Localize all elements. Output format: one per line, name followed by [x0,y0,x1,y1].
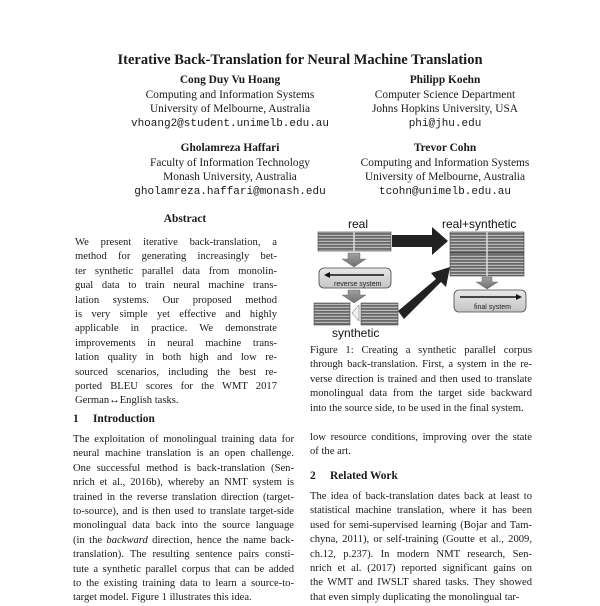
figure-1-diagram [312,215,552,340]
text-line: gual data to train neural machine trans- [75,280,277,292]
author-name: Trevor Cohn [413,142,477,154]
label-real-synthetic: real+synthetic [442,217,517,231]
text-line: method for generating increasingly bet- [75,251,277,263]
author-dept: Faculty of Information Technology [149,156,310,169]
author-email[interactable]: vhoang2@student.unimelb.edu.au [130,117,330,130]
text-line: monolingual data back into the source language [73,520,294,532]
text-line: nrich et al., 2016b), whereby an NMT system is [73,477,294,489]
text-line: ter synthetic parallel data from monolin- [75,265,277,277]
text-line: trained in the reverse translation direction (target- [73,491,294,503]
author-name: Philipp Koehn [409,74,481,86]
text-line: to the existing training data to learn a source-to- [73,578,294,590]
author-dept: Computing and Information Systems [360,156,530,169]
arrow-right-icon [392,227,448,255]
text-line: improvements in neural machine trans- [75,337,277,349]
text-line: the WMT and IWSLT shared tasks. They showed [310,577,532,589]
text-line: lation quality in both high and low re- [75,352,277,364]
text-line: The exploitation of monolingual training data for [73,434,294,445]
text-line: Figure 1: Creating a synthetic parallel corpus [310,345,532,356]
author-block [310,141,580,199]
text-line: The idea of back-translation dates back at least to [310,491,532,502]
text-line: tute a synthetic parallel corpus that can be added [73,563,294,575]
text-line: neural machine translation is an open challenge. [73,448,294,460]
arrow-down-icon [342,253,366,267]
diagram-svg [312,215,552,340]
arrow-diagonal-icon [398,267,450,319]
section-heading-introduction [73,413,155,425]
text-line: statistical machine translation, where it has been [310,505,532,517]
text-line: chyna, 2011), or self-training (Goutte et al., 2009, [310,534,532,546]
text-line: into the source side, to be used in the final system. [310,402,524,414]
text-line: sourced scenarios, including the best re- [75,366,277,378]
abstract-heading: Abstract [163,213,207,225]
section-number: 1 [73,413,79,425]
author-dept: Computing and Information Systems [145,88,315,101]
section-number: 2 [310,470,316,482]
label-synthetic: synthetic [332,326,380,340]
section-title: Introduction [93,413,155,425]
paper-title: Iterative Back-Translation for Neural Machine Translation [117,52,483,68]
section-title: Related Work [330,470,398,482]
text-line: low resource conditions, improving over the state [310,432,532,443]
label-real: real [348,217,369,231]
back-translate-arrow-icon [352,305,359,321]
figure-1-caption [310,344,532,416]
related-work-body [310,490,532,605]
introduction-body [73,433,294,606]
text-line: ported BLEU scores for the WMT 2017 [75,381,277,393]
label-reverse-system: reverse system [334,281,382,288]
text-line: target model. Figure 1 illustrates this idea. [73,592,252,604]
text-line: through back-translation. First, a system in the re- [310,359,532,371]
author-email[interactable]: tcohn@unimelb.edu.au [378,185,512,198]
arrow-down-icon [342,290,366,303]
text-line: applicable in practice. We demonstrate [75,323,277,335]
text-line: We present iterative back-translation, a [75,237,277,248]
text-line: nrich et al. (2017) reported significant gains on [310,563,532,575]
text-line: lation systems. Our proposed method [75,294,277,306]
author-dept: Computer Science Department [374,88,516,101]
author-block [310,73,580,131]
text-line: One successful method is back-translation (Sen- [73,462,294,474]
text-line: ch.12, p.237). In modern NMT research, Sen- [310,548,532,560]
text-line: monolingual data from the target side backward [310,388,532,400]
text-line: used for semi-supervised learning (Bojar and Tam- [310,519,532,531]
text-line: verse direction is trained and then used to translate [310,373,532,385]
author-inst: University of Melbourne, Australia [149,103,311,115]
author-inst: Monash University, Australia [163,171,297,183]
text-line: German↔English tasks. [75,395,179,407]
text-line: of the art. [310,446,351,458]
author-inst: University of Melbourne, Australia [364,171,526,183]
text-line: to-source), and is then used to translate target-side [73,506,294,518]
section-heading-related-work [310,470,398,482]
arrow-down-icon [476,277,498,289]
author-name: Gholamreza Haffari [180,142,280,154]
label-final-system: final system [474,304,511,311]
text-line: that even simply duplicating the monolingual tar- [310,591,520,603]
synthetic-target-block [361,303,398,325]
author-email[interactable]: gholamreza.haffari@monash.edu [134,185,326,198]
author-email[interactable]: phi@jhu.edu [408,117,482,130]
text-line: translation). The resulting sentence pairs consti- [73,549,294,561]
text-line: is very simple yet effective and highly [75,309,277,321]
author-inst: Johns Hopkins University, USA [371,103,519,115]
synthetic-source-block [314,303,350,325]
author-name: Cong Duy Vu Hoang [179,74,281,86]
abstract-body [75,236,277,409]
introduction-continued [310,431,532,460]
text-line: (in the backward direction, hence the name back- [73,534,294,546]
